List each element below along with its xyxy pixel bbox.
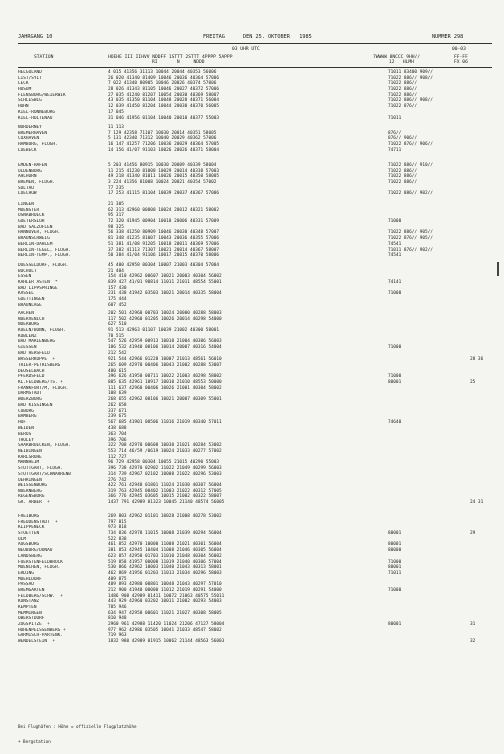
observation-groups: 27 035 41240 81207 10054 20030 40369 58007 xyxy=(108,92,220,98)
observation-groups: 839 427 41/01 90814 11011 21011 48554 55001 xyxy=(108,280,222,286)
data-column-subheader: RI N NDDD xyxy=(152,60,205,65)
observation-groups: 1437 791 42989 01323 10045 21140 48574 56005 xyxy=(108,500,225,506)
station-name: KASSEL xyxy=(18,291,34,297)
station-name: NEUBURG/DONAU xyxy=(18,548,53,554)
station-name: DUESSELDORF, FLUGH. xyxy=(18,263,69,268)
table-row xyxy=(18,191,492,197)
station-name: STOETTEN xyxy=(18,531,40,537)
observation-groups: 623 857 42958 01703 11010 21048 40304 56002 xyxy=(108,553,222,559)
observation-groups: 62 313 42960 00808 10024 20012 40321 58002 xyxy=(108,207,220,213)
observation-groups: 797 815 xyxy=(108,519,127,525)
observation-groups: 1832 980 42989 01915 10062 21144 48563 56003 xyxy=(108,639,225,645)
station-name: DARMSTADT xyxy=(18,391,42,397)
observation-groups: 7 022 41340 80905 10046 20026 40374 57006 xyxy=(108,81,217,87)
station-name: AUGSBURG xyxy=(18,542,40,548)
station-group xyxy=(18,125,492,153)
station-name: KL.FELDBERG/TS. + xyxy=(18,380,63,386)
station-name: EMDEN-HAFEN xyxy=(18,163,48,168)
station-name: THOLEY xyxy=(18,437,34,443)
station-name: NUERBURG xyxy=(18,322,40,328)
synop-groups: 71011 xyxy=(388,115,402,121)
observation-groups: 70 515 xyxy=(108,333,124,339)
station-name: ESSEN xyxy=(18,274,32,280)
observation-groups: 28 026 41343 81105 10046 20027 40372 57006 xyxy=(108,87,220,93)
issue-number: NUMMER 298 xyxy=(432,34,464,40)
synop-groups: 71022 886// xyxy=(388,180,418,186)
observation-groups: 21 305 xyxy=(108,202,124,207)
station-name: BAD MARIENBERG xyxy=(18,339,56,345)
station-name: WENDELSTEIN + xyxy=(18,639,56,645)
station-group xyxy=(18,432,492,483)
station-name: LIST/SYLT xyxy=(18,75,42,81)
observation-groups: 363 704 xyxy=(108,432,127,437)
observation-groups: 202 501 42960 00703 10024 20000 40288 58003 xyxy=(108,311,222,316)
station-group xyxy=(18,202,492,259)
table-row xyxy=(18,639,492,645)
station-name: KEMPTEN xyxy=(18,605,37,610)
station-name: FELDBERG/SCHW. + xyxy=(18,593,63,599)
station-name: CUXHAVEN xyxy=(18,136,40,142)
observation-groups: 409 875 xyxy=(108,576,127,582)
synop-groups: 71022 886// 908// xyxy=(388,75,433,81)
synop-groups: 71022 886// xyxy=(388,92,418,98)
station-name: GARMISCH-PARTENK. xyxy=(18,633,63,639)
synop-groups: 71000 xyxy=(388,587,402,593)
station-name: BREMEN, FLUGH. xyxy=(18,180,56,186)
gust-value: 24 31 xyxy=(470,500,484,506)
observation-groups: 381 853 42945 10404 11008 21046 40305 56004 xyxy=(108,548,222,554)
observation-groups: 111 637 42960 00406 10026 21001 40304 58002 xyxy=(108,385,222,391)
station-name: BAD HERSFELD xyxy=(18,350,50,356)
station-name: AHLHORN xyxy=(18,174,37,180)
gust-value: 28 36 xyxy=(470,356,484,362)
table-row xyxy=(18,253,492,259)
observation-groups: 49 218 41340 81011 10026 20015 40350 58005 xyxy=(108,174,220,180)
station-name: OBERSTDORF xyxy=(18,616,45,622)
observation-groups: 37 382 41113 71307 10021 20014 40367 58007 xyxy=(108,247,220,253)
synop-groups: 71022 886// 908// xyxy=(388,98,433,104)
station-name: LECK xyxy=(18,81,29,87)
station-name: BRAUNSCHWEIG xyxy=(18,236,50,242)
synop-groups: 71022 876// xyxy=(388,104,418,110)
weekday: FREITAG xyxy=(203,34,225,40)
station-name: KLIPPENECK xyxy=(18,525,45,531)
observation-groups: 719 963 xyxy=(108,633,127,639)
observation-groups: 12 039 41450 81204 10044 20030 40370 56005 xyxy=(108,104,220,110)
station-name: OLDENBURG xyxy=(18,168,42,174)
station-name: MUENSTER xyxy=(18,207,40,213)
observation-groups: 5 203 41456 80915 10030 20009 40339 58004 xyxy=(108,163,217,168)
synop-groups: 80001 xyxy=(388,542,402,548)
synop-groups: 876// xyxy=(388,130,402,136)
synop-column-subheader: 12 HLMH xyxy=(389,60,414,65)
station-name: FUERSTENFELDBRUCK xyxy=(18,559,63,565)
header-rule xyxy=(18,43,492,44)
observation-groups: 81 348 41235 81007 10043 20036 40355 57006 xyxy=(108,236,220,242)
station-name: KIEL-HOLTENAU xyxy=(18,115,53,121)
observation-groups: 56 338 41250 80909 10046 20030 40348 57007 xyxy=(108,230,220,236)
observation-groups: 462 869 41956 01203 11013 21034 40296 58003 xyxy=(108,570,222,576)
station-name: OEHRINGEN xyxy=(18,477,42,483)
observation-groups: 117 502 42960 01205 10026 20014 40298 54000 xyxy=(108,316,222,322)
synop-groups: 876// 906// xyxy=(388,136,418,142)
footnotes xyxy=(18,714,137,754)
station-name: BAD SALZUFLEN xyxy=(18,224,53,230)
observation-groups: 51 381 41/08 91205 10018 20011 40369 57006 xyxy=(108,241,220,247)
observation-groups: 396 626 41950 00711 10022 21003 40298 58002 xyxy=(108,374,222,380)
station-name: WUERZBURG xyxy=(18,397,42,403)
observation-groups: 16 147 41257 71206 10036 20029 40364 57005 xyxy=(108,142,220,148)
footnote-airport-height: Bei Flughäfen : Höhe = offizielle Flugplatzhöhe xyxy=(18,724,137,729)
station-name: GR. ARBER + xyxy=(18,500,50,506)
observation-groups: 2960 961 42988 11420 11024 21206 47127 58004 xyxy=(108,622,225,628)
observation-groups: 212 900 41940 00000 11012 21019 40291 54000 xyxy=(108,587,222,593)
station-name: OSNABRUECK xyxy=(18,213,45,219)
observation-groups: 634 947 42958 00601 11021 21027 40308 58005 xyxy=(108,610,222,616)
observation-groups: 265 609 42970 00406 10043 21002 40288 53007 xyxy=(108,363,222,368)
observation-groups: 77 235 xyxy=(108,185,124,191)
station-name: BAD LIPPSPRINGE xyxy=(18,285,58,291)
station-name: WEIDEN xyxy=(18,425,34,431)
observation-groups: 11 113 xyxy=(108,125,124,130)
synop-groups: 71022 886// xyxy=(388,168,418,174)
station-name: REGENSBURG xyxy=(18,494,45,500)
observation-groups: 11 215 41230 81008 10029 20014 40338 57003 xyxy=(108,168,220,174)
observation-groups: 422 761 42948 01801 11024 21030 40307 56004 xyxy=(108,483,222,488)
station-name: BOCHOLT xyxy=(18,268,37,274)
synop-groups: 71022 876// 905// xyxy=(388,236,433,242)
gust-column-subheader: FX 06 xyxy=(454,60,468,65)
station-name: HOF xyxy=(18,419,26,425)
station-name: BERUS xyxy=(18,432,32,437)
synop-groups: 71022 886// 910// xyxy=(388,163,433,168)
station-name: MANNHEIM xyxy=(18,460,40,466)
observation-groups: 322 708 42970 00608 10030 21021 40284 53002 xyxy=(108,443,222,449)
observation-groups: 98 325 xyxy=(108,224,124,230)
station-name: KIEL-RONNEBURG xyxy=(18,109,56,115)
station-name: WEISSENBURG xyxy=(18,483,48,488)
observation-groups: 72 320 41945 00904 10018 20006 40331 57009 xyxy=(108,219,220,225)
observation-groups: 734 836 42978 11015 10008 21039 40294 56004 xyxy=(108,531,222,537)
observation-groups: 269 803 42962 01101 10028 21008 40278 53002 xyxy=(108,514,222,519)
observation-groups: 805 635 42961 10917 10010 21010 48553 50000 xyxy=(108,380,222,386)
synop-groups: 71022 876// 906// xyxy=(388,142,433,148)
station-name: ERDING xyxy=(18,570,34,576)
synop-groups: 74711 xyxy=(388,147,402,153)
observation-time: 03 UHR UTC xyxy=(232,47,260,52)
synop-groups: 74541 xyxy=(388,241,402,247)
station-group xyxy=(18,363,492,431)
synop-groups: 71022 886// 905// xyxy=(388,230,433,236)
observation-groups: 522 838 xyxy=(108,536,127,542)
table-row xyxy=(18,116,492,122)
table-row xyxy=(18,148,492,154)
station-name: NOERVENICH xyxy=(18,316,45,322)
observation-groups: 607 452 xyxy=(108,302,127,308)
station-name: HANNOVER, FLUGH. xyxy=(18,230,61,236)
observation-groups: 212 542 xyxy=(108,350,127,356)
gust-value: 32 xyxy=(470,639,476,645)
observation-groups: 14 156 41/07 91103 10026 20026 40371 58004 xyxy=(108,147,220,153)
station-name: NEIBINGEN xyxy=(18,449,42,455)
margin-marker xyxy=(497,262,499,276)
column-header-rule xyxy=(18,67,492,68)
synop-groups: 74141 xyxy=(388,280,402,286)
station-name: DEUSELBACH xyxy=(18,368,45,374)
synop-groups: 71022 886// 902// xyxy=(388,191,433,197)
observation-groups: 973 818 xyxy=(108,525,127,531)
station-name: KONSTANZ xyxy=(18,599,40,605)
observation-groups: 96 729 42958 00304 10055 21015 40290 55003 xyxy=(108,460,220,466)
station-name: STUTTGART, FLUGH. xyxy=(18,466,63,472)
station-group xyxy=(18,163,492,197)
observation-groups: 1486 908 42989 01411 10072 21063 40575 55011 xyxy=(108,593,225,599)
synop-groups: 71022 886// xyxy=(388,81,418,87)
volume-label: JAHRGANG 10 xyxy=(18,34,53,40)
observation-time-right: 00-03 xyxy=(452,47,466,52)
observation-groups: 21 404 xyxy=(108,268,124,274)
observation-groups: 5 131 42340 71312 10040 20029 40362 57006 xyxy=(108,136,217,142)
station-name: LINGEN xyxy=(18,202,34,207)
observation-groups: 4 015 41356 31113 10044 20044 40353 56006 xyxy=(108,70,217,75)
synop-groups: 74640 xyxy=(388,419,402,425)
station-name: BRAUNLAGE xyxy=(18,302,42,308)
station-name: HAMBURG, FLUGH. xyxy=(18,142,58,148)
station-name: NUERNBERG xyxy=(18,488,42,494)
observation-groups: 810 948 xyxy=(108,616,127,622)
synop-column-header: 7WWWW 8NCCC 9HH// xyxy=(373,55,421,60)
observation-groups: 50 384 41/04 91106 10017 20015 40370 58006 xyxy=(108,253,220,259)
synop-groups: 71022 886// xyxy=(388,87,418,93)
observation-groups: 409 893 42980 00801 10048 21043 40297 57010 xyxy=(108,582,222,588)
gust-column-header: FF-FF xyxy=(454,55,468,60)
observation-groups: 239 675 xyxy=(108,414,127,420)
observation-groups: 157 430 xyxy=(108,285,127,291)
observation-groups: 553 714 46/59 /0619 10024 21033 40277 57002 xyxy=(108,449,222,455)
station-name: PFERDSFELD xyxy=(18,374,45,380)
station-name: SOLTAU xyxy=(18,185,34,191)
station-group xyxy=(18,311,492,362)
station-group xyxy=(18,483,492,506)
observation-groups: 108 639 xyxy=(108,391,127,397)
synop-groups: 71000 xyxy=(388,559,402,565)
observation-groups: 268 655 42962 00106 10021 20007 40309 55001 xyxy=(108,397,222,403)
station-name: WASSERKUPPE + xyxy=(18,356,56,362)
station-name: HOHENPEISSENBERG + xyxy=(18,627,66,633)
synop-groups: 80001 xyxy=(388,622,402,628)
observation-groups: 276 742 xyxy=(108,477,127,483)
synop-groups: 71000 xyxy=(388,374,402,380)
station-name: KARLSRUHE xyxy=(18,454,42,460)
observation-groups: 91 513 42963 01107 10039 21002 40300 58001 xyxy=(108,328,220,334)
station-name: ZUGSPITZE + xyxy=(18,622,50,628)
station-name: FREIBURG xyxy=(18,514,40,519)
observation-groups: 31 046 41956 01104 10040 20010 40377 55003 xyxy=(108,115,220,121)
station-name: HELGOLAND xyxy=(18,70,42,75)
observation-groups: 977 962 42986 03505 10041 21033 48547 58002 xyxy=(108,627,222,633)
observation-groups: 17 045 xyxy=(108,109,124,115)
observation-groups: 627 510 xyxy=(108,322,127,328)
observation-groups: 262 658 xyxy=(108,402,127,408)
observation-groups: 337 671 xyxy=(108,408,127,414)
observation-groups: 530 866 42962 10003 11040 21043 40313 58001 xyxy=(108,565,222,571)
station-name: FREUDENSTADT + xyxy=(18,519,58,525)
station-name: FRANKFURT/M, FLUGH. xyxy=(18,385,69,391)
station-name: PASSAU xyxy=(18,582,34,588)
station-name: BAMBERG xyxy=(18,414,37,420)
observation-groups: 921 544 42966 01228 10007 21013 48561 56010 xyxy=(108,356,222,362)
observation-groups: 519 858 41957 00000 11019 21040 40306 57004 xyxy=(108,559,222,565)
synop-groups: 71000 xyxy=(388,219,402,225)
observation-groups: 7 129 42358 71107 10030 20014 40351 58005 xyxy=(108,130,217,136)
observation-groups: 26 020 41340 81409 10046 20036 40364 57006 xyxy=(108,75,220,81)
observation-groups: 175 444 xyxy=(108,297,127,303)
station-name: BERLIN-TEMP., FLUGH. xyxy=(18,253,71,259)
observation-groups: 112 727 xyxy=(108,454,127,460)
observation-groups: 396 706 xyxy=(108,437,127,443)
observation-groups: 45 400 42958 00304 10007 21003 40304 57004 xyxy=(108,263,220,268)
synop-groups: 74541 xyxy=(388,253,402,259)
station-group xyxy=(18,70,492,121)
observation-groups: 705 946 xyxy=(108,605,127,610)
station-name: KAHLER ASTEN * xyxy=(18,280,58,286)
synop-groups: 80001 xyxy=(388,531,402,537)
station-name: LUECHOW xyxy=(18,191,37,197)
observation-groups: 567 685 41901 00506 11016 21019 40340 57011 xyxy=(108,419,222,425)
report-header xyxy=(18,34,492,42)
station-name: GOETTINGEN xyxy=(18,297,45,303)
observation-groups: 319 763 42945 00402 11003 21022 40312 57005 xyxy=(108,488,222,494)
synop-groups: 71011 83400 909// xyxy=(388,70,433,75)
observation-groups: 186 532 41940 00106 10014 20007 40316 54004 xyxy=(108,345,222,351)
station-name: BERLIN-TEGEL, FLUGH. xyxy=(18,247,71,253)
station-name: HUSUM xyxy=(18,87,32,93)
report-date: DEN 25. OKTOBER 1985 xyxy=(243,34,312,40)
station-name: BREMERHAVEN xyxy=(18,130,48,136)
observation-groups: 3 224 41356 81008 10024 20021 40354 57002 xyxy=(108,180,217,186)
station-name: MEMMINGEN xyxy=(18,610,42,616)
station-name: SAARBRUECKEN, FLUGH. xyxy=(18,443,71,449)
synop-groups: 71011 xyxy=(388,570,402,576)
synop-groups: 71000 xyxy=(388,291,402,297)
station-name: TRIER-PETRISBERG xyxy=(18,363,61,368)
station-name: BERLIN-DAHLEM xyxy=(18,241,53,247)
gust-value: 25 xyxy=(470,380,476,386)
observation-groups: 17 253 41115 81104 10039 20037 40367 57006 xyxy=(108,191,220,197)
synop-groups: 71022 886// xyxy=(388,174,418,180)
gust-value: 31 xyxy=(470,622,476,628)
station-name: GUETERSLOH xyxy=(18,219,45,225)
station-name: ULM xyxy=(18,536,26,542)
observation-groups: 154 410 42962 00607 10021 20003 40304 56002 xyxy=(108,274,222,280)
synop-groups: 71011 876// 902// xyxy=(388,247,433,253)
station-name: STUTTGART/SCHNARRENB xyxy=(18,471,71,477)
synop-groups: 80001 xyxy=(388,565,402,571)
observation-groups: 95 317 xyxy=(108,213,124,219)
station-column-header: STATION xyxy=(34,55,54,60)
station-name: GIESSEN xyxy=(18,345,37,351)
observation-groups: 443 929 42960 03202 10011 21002 40293 54003 xyxy=(108,599,222,605)
synop-groups: 80001 xyxy=(388,380,402,386)
observation-groups: 438 688 xyxy=(108,425,127,431)
station-name: LANDSBERG xyxy=(18,553,42,559)
observation-groups: 396 738 42970 02902 11022 21049 40299 56003 xyxy=(108,466,222,472)
station-name: BAD KISSINGEN xyxy=(18,402,53,408)
station-name: AACHEN xyxy=(18,311,34,316)
observation-groups: 461 852 42970 10000 11008 21021 40301 56004 xyxy=(108,542,222,548)
observation-groups: 547 526 42959 00913 10018 21004 40306 56003 xyxy=(108,339,222,345)
station-name: MUENCHEN, FLUGH. xyxy=(18,565,61,571)
station-name: BREMGARTEN xyxy=(18,587,45,593)
observation-groups: 366 776 42945 03605 10015 21002 40322 58007 xyxy=(108,494,222,500)
synop-groups: 71000 xyxy=(388,345,402,351)
observation-groups: 480 615 xyxy=(108,368,127,374)
observation-groups: 314 739 42967 02102 10008 21022 40296 53003 xyxy=(108,471,222,477)
observation-groups: 43 035 41350 81104 10048 20028 40371 56004 xyxy=(108,98,220,104)
table-row xyxy=(18,357,492,363)
data-column-header: HOEHE III IIHVV NDDFF 1STTT 2STTT 4PPPP 5APPP xyxy=(108,55,233,60)
table-row xyxy=(18,500,492,506)
station-group xyxy=(18,263,492,309)
station-name: COBURG xyxy=(18,408,34,414)
station-name: NORDERNEY xyxy=(18,125,42,130)
gust-value: 29 xyxy=(470,531,476,537)
station-name: HOHN xyxy=(18,104,29,110)
station-name: MUEHLDORF xyxy=(18,576,42,582)
table-row xyxy=(18,303,492,309)
station-group xyxy=(18,514,492,645)
observation-groups: 231 438 41942 03503 10021 20014 40335 58004 xyxy=(108,291,222,297)
table-row xyxy=(18,426,492,432)
footnote-mountain-station: + Bergstation xyxy=(18,739,51,744)
synop-groups: 80000 xyxy=(388,548,402,554)
station-name: KOELN/BONN, FLUGH. xyxy=(18,328,66,334)
station-name: KOBLENZ xyxy=(18,333,37,339)
station-name: FLENSBURG/WEIERWIK xyxy=(18,92,66,98)
station-name: LUEBECK xyxy=(18,147,37,153)
station-name: SCHLESWIG xyxy=(18,98,42,104)
